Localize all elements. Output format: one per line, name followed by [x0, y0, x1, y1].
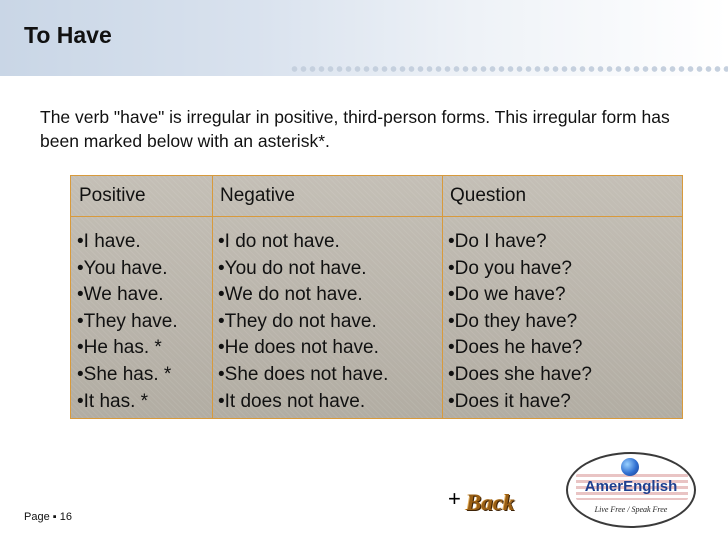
list-item: •You do not have.: [218, 257, 367, 279]
list-item: •Do you have?: [448, 257, 572, 279]
list-item: •It has. *: [77, 390, 149, 412]
back-label: Back: [466, 490, 515, 515]
intro-paragraph: The verb "have" is irregular in positive, third-person forms. This irregular form has been marked below with an asterisk*.: [40, 107, 670, 151]
column-question: [442, 176, 683, 418]
question-list: [448, 229, 592, 415]
list-item: •Does it have?: [448, 390, 571, 412]
list-item: •It does not have.: [218, 390, 366, 412]
list-item: •Does she have?: [448, 363, 592, 385]
logo-name: AmerEnglish: [584, 478, 678, 495]
list-item: •Do I have?: [448, 231, 547, 252]
list-item: •She has. *: [77, 363, 172, 385]
column-positive: [71, 176, 212, 418]
list-item: •They have.: [77, 310, 178, 332]
list-item: •I have.: [77, 231, 141, 252]
dot-pattern-decoration: [290, 64, 728, 74]
list-item: •I do not have.: [218, 231, 340, 252]
list-item: •He has. *: [77, 337, 162, 359]
list-item: •Does he have?: [448, 337, 583, 359]
column-header-positive: Positive: [79, 185, 146, 206]
list-item: •You have.: [77, 257, 168, 279]
amerenglish-logo: [566, 452, 696, 528]
column-header-question: Question: [450, 185, 527, 206]
globe-icon: [621, 458, 639, 476]
negative-list: [218, 229, 388, 415]
list-item: •Do we have?: [448, 284, 566, 306]
conjugation-table: [70, 175, 683, 419]
list-item: •He does not have.: [218, 337, 379, 359]
list-item: •She does not have.: [218, 363, 389, 385]
title-bar: [0, 0, 728, 76]
list-item: •They do not have.: [218, 310, 377, 332]
logo-tagline: Live Free / Speak Free: [594, 505, 668, 514]
list-item: •Do they have?: [448, 310, 578, 332]
column-header-negative: Negative: [220, 185, 295, 206]
plus-icon: +: [448, 486, 461, 511]
page-number: Page ▪ 16: [24, 511, 72, 523]
column-negative: [212, 176, 442, 418]
positive-list: [77, 229, 178, 415]
list-item: •We have.: [77, 284, 164, 306]
back-button[interactable]: [448, 488, 528, 518]
list-item: •We do not have.: [218, 284, 363, 306]
slide-title: To Have: [24, 22, 112, 48]
